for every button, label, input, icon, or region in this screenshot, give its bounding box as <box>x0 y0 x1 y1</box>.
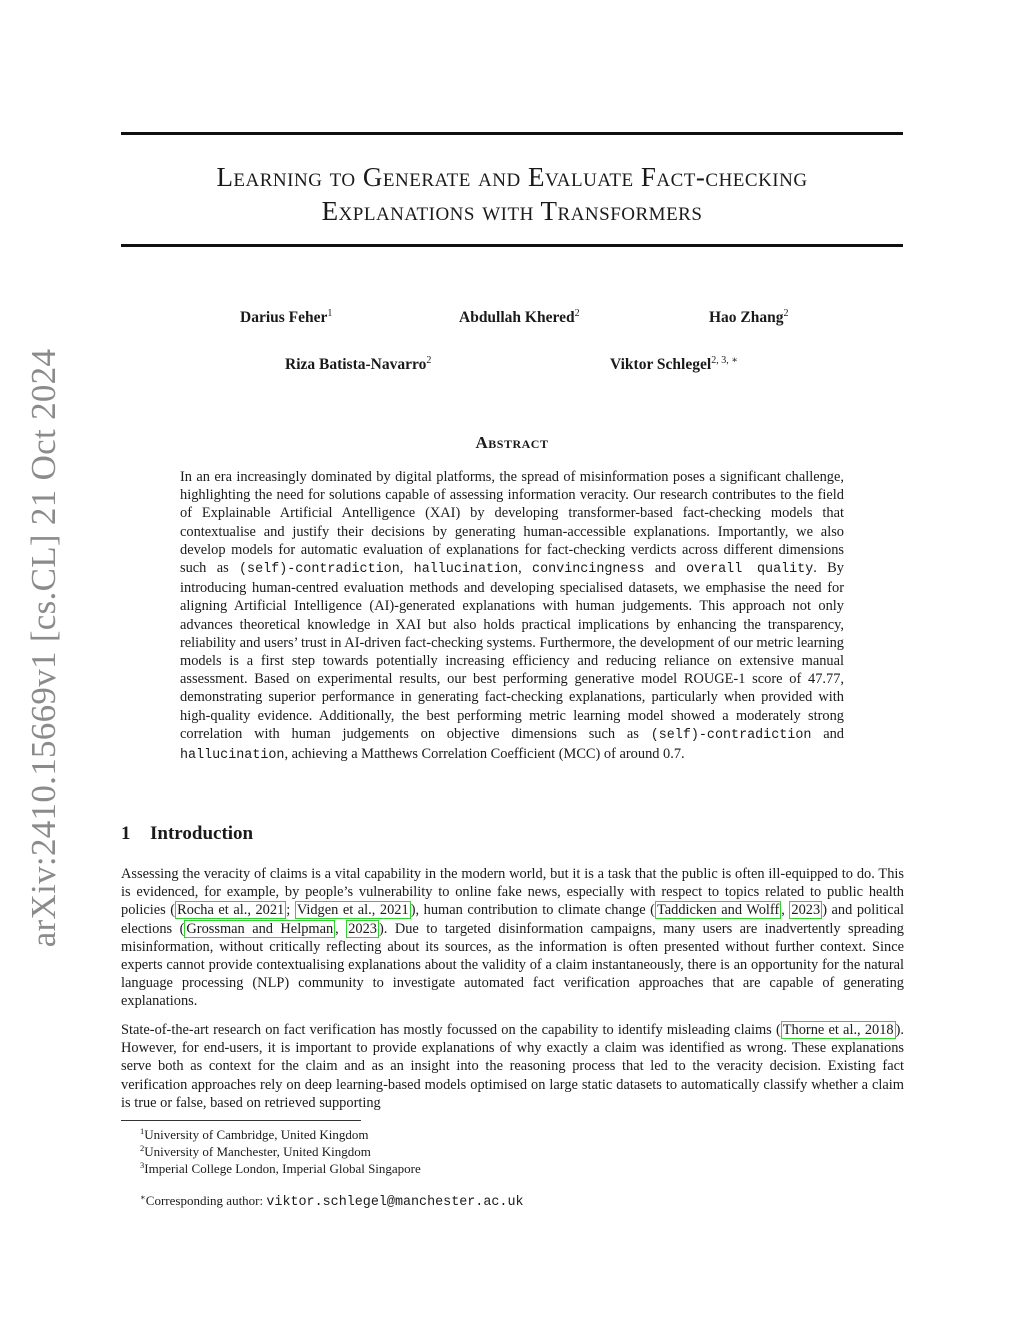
footnote-text: University of Cambridge, United Kingdom <box>144 1127 369 1142</box>
title-line-2: Explanations with Transformers <box>321 196 703 226</box>
author-4 <box>285 355 431 374</box>
section-heading-introduction <box>121 823 253 845</box>
code-term: hallucination <box>180 748 285 764</box>
section-number: 1 <box>121 823 131 844</box>
footnote-text: University of Manchester, United Kingdom <box>144 1144 371 1159</box>
intro-paragraph-2 <box>121 1021 904 1112</box>
author-affiliation: 2 <box>783 308 789 319</box>
author-1 <box>240 308 332 327</box>
footnote-mark: 1 <box>140 1126 145 1136</box>
citation-link[interactable]: 2023 <box>348 920 377 937</box>
footnote-mark: 2 <box>140 1143 145 1153</box>
abstract-text: , <box>518 560 533 577</box>
code-term: (self)-contradiction <box>650 727 812 743</box>
paragraph-text: ), human contribution to climate change ( <box>410 902 655 919</box>
footnote-mark: 3 <box>140 1160 145 1170</box>
section-title: Introduction <box>150 823 254 844</box>
paragraph-text: , <box>335 920 347 937</box>
abstract-text: In an era increasingly dominated by digital platforms, the spread of misinformation poses a significant challenge, highlighting the need for solutions capable of assessing information veracity. Our research contributes to the field of Explainable Artificial Antelligence (XAI) by developing transformer-based fact-checking models that contextualise and justify their decisions by generating human-accessible explanations. Importantly, we also develop models for automatic evaluation of explanations for fact-checking verdicts across different dimensions such as <box>180 469 844 577</box>
paragraph-text: , <box>781 902 790 919</box>
abstract-body <box>180 468 844 765</box>
title-line-1: Learning to Generate and Evaluate Fact-checking <box>216 162 808 192</box>
footnote-separator <box>121 1120 361 1121</box>
intro-paragraph-1 <box>121 865 904 1011</box>
citation-link[interactable]: Grossman and Helpman <box>186 920 334 937</box>
footnote-3 <box>140 1160 421 1177</box>
citation-link[interactable]: Rocha et al., 2021 <box>177 902 285 919</box>
author-affiliation: 2 <box>426 355 432 366</box>
author-affiliation: 2 <box>574 308 580 319</box>
abstract-text: , <box>399 560 414 577</box>
citation-link[interactable]: Thorne et al., 2018 <box>782 1022 894 1038</box>
author-name: Hao Zhang <box>709 309 784 326</box>
code-term: (self)-contradiction <box>239 562 400 578</box>
footnote-corresponding <box>140 1192 524 1210</box>
abstract-text: . By introducing human-centred evaluation methods and developing specialised datasets, we emphasise the need for aligning Artificial Intelligence (AI)-generated explanations with human judgements. This approach not only advances theoretical knowledge in XAI but also holds practical implications by enhancing the transparency, reliability and users’ trust in AI-driven fact-checking systems. Furthermore, the development of our metric learning models is a first step towards potentially increasing efficiency and reducing reliance on extensive manual assessment. Based on experimental results, our best performing generative model ROUGE-1 score of 47.77, demonstrating superior performance in generating fact-checking explanations, particularly when provided with high-quality evidence. Additionally, the best performing metric learning model showed a moderately strong correlation with human judgements on objective dimensions such as <box>180 560 844 742</box>
citation-link[interactable]: Taddicken and Wolff <box>656 902 780 919</box>
paper-title <box>121 160 903 228</box>
author-2 <box>459 308 580 327</box>
corresponding-email[interactable]: viktor.schlegel@manchester.ac.uk <box>266 1195 524 1210</box>
footnote-text: Imperial College London, Imperial Global Singapore <box>144 1161 421 1176</box>
title-top-rule <box>121 132 903 135</box>
paragraph-text: ) and political elections ( <box>121 902 905 937</box>
abstract-text: and <box>644 560 686 577</box>
author-affiliation: 1 <box>327 308 333 319</box>
paragraph-text: ). Due to targeted disinformation campaigns, many users are inadvertently spreading misinformation, without critically reflecting about its sources, as the information is often presented without further context. Since experts cannot provide contextualising explanations about the validity of a claim instantaneously, there is an opportunity for the natural language processing (NLP) community to investigate automated fact verification approaches that are capable of generating explanations. <box>121 920 904 1010</box>
footnote-1 <box>140 1126 368 1143</box>
abstract-text: , achieving a Matthews Correlation Coefficient (MCC) of around 0.7. <box>284 746 685 763</box>
footnote-2 <box>140 1143 371 1160</box>
title-bottom-rule <box>121 244 903 247</box>
author-5 <box>610 355 738 374</box>
author-affiliation: 2, 3, ∗ <box>711 355 738 366</box>
footnote-text: Corresponding author: <box>145 1193 267 1208</box>
author-name: Riza Batista-Navarro <box>285 356 427 373</box>
abstract-text: and <box>811 725 844 742</box>
footnote-mark: ∗ <box>140 1192 146 1202</box>
paragraph-text: Assessing the veracity of claims is a vital capability in the modern world, but it is a task that the public is often ill-equipped to do. This is evidenced, for example, by people’s vulnerability to online fake news, especially with respect to topics related to public health policies ( <box>121 866 904 919</box>
author-3 <box>709 308 789 327</box>
arxiv-identifier-stamp: arXiv:2410.15669v1 [cs.CL] 21 Oct 2024 <box>24 348 63 948</box>
citation-link[interactable]: 2023 <box>791 902 821 919</box>
abstract-heading: Abstract <box>475 433 549 452</box>
citation-link[interactable]: Vidgen et al., 2021 <box>296 902 409 919</box>
code-term: convincingness <box>532 562 645 578</box>
paragraph-text: State-of-the-art research on fact verification has mostly focussed on the capability to identify misleading claims ( <box>121 1022 781 1038</box>
author-name: Abdullah Khered <box>459 309 575 326</box>
paragraph-text: ). However, for end-users, it is important to provide explanations of why exactly a claim was identified as wrong. These explanations serve both as context for the claim and as an insight into the reasoning process that led to the veracity decision. Existing fact verification approaches rely on deep learning-based models optimised on large static datasets to automatically classify whether a claim is true or false, based on retrieved supporting <box>121 1022 904 1111</box>
code-term: overall quality <box>685 562 814 578</box>
author-name: Darius Feher <box>240 309 328 326</box>
code-term: hallucination <box>413 562 519 578</box>
paragraph-text: ; <box>286 902 295 919</box>
author-name: Viktor Schlegel <box>610 356 712 373</box>
